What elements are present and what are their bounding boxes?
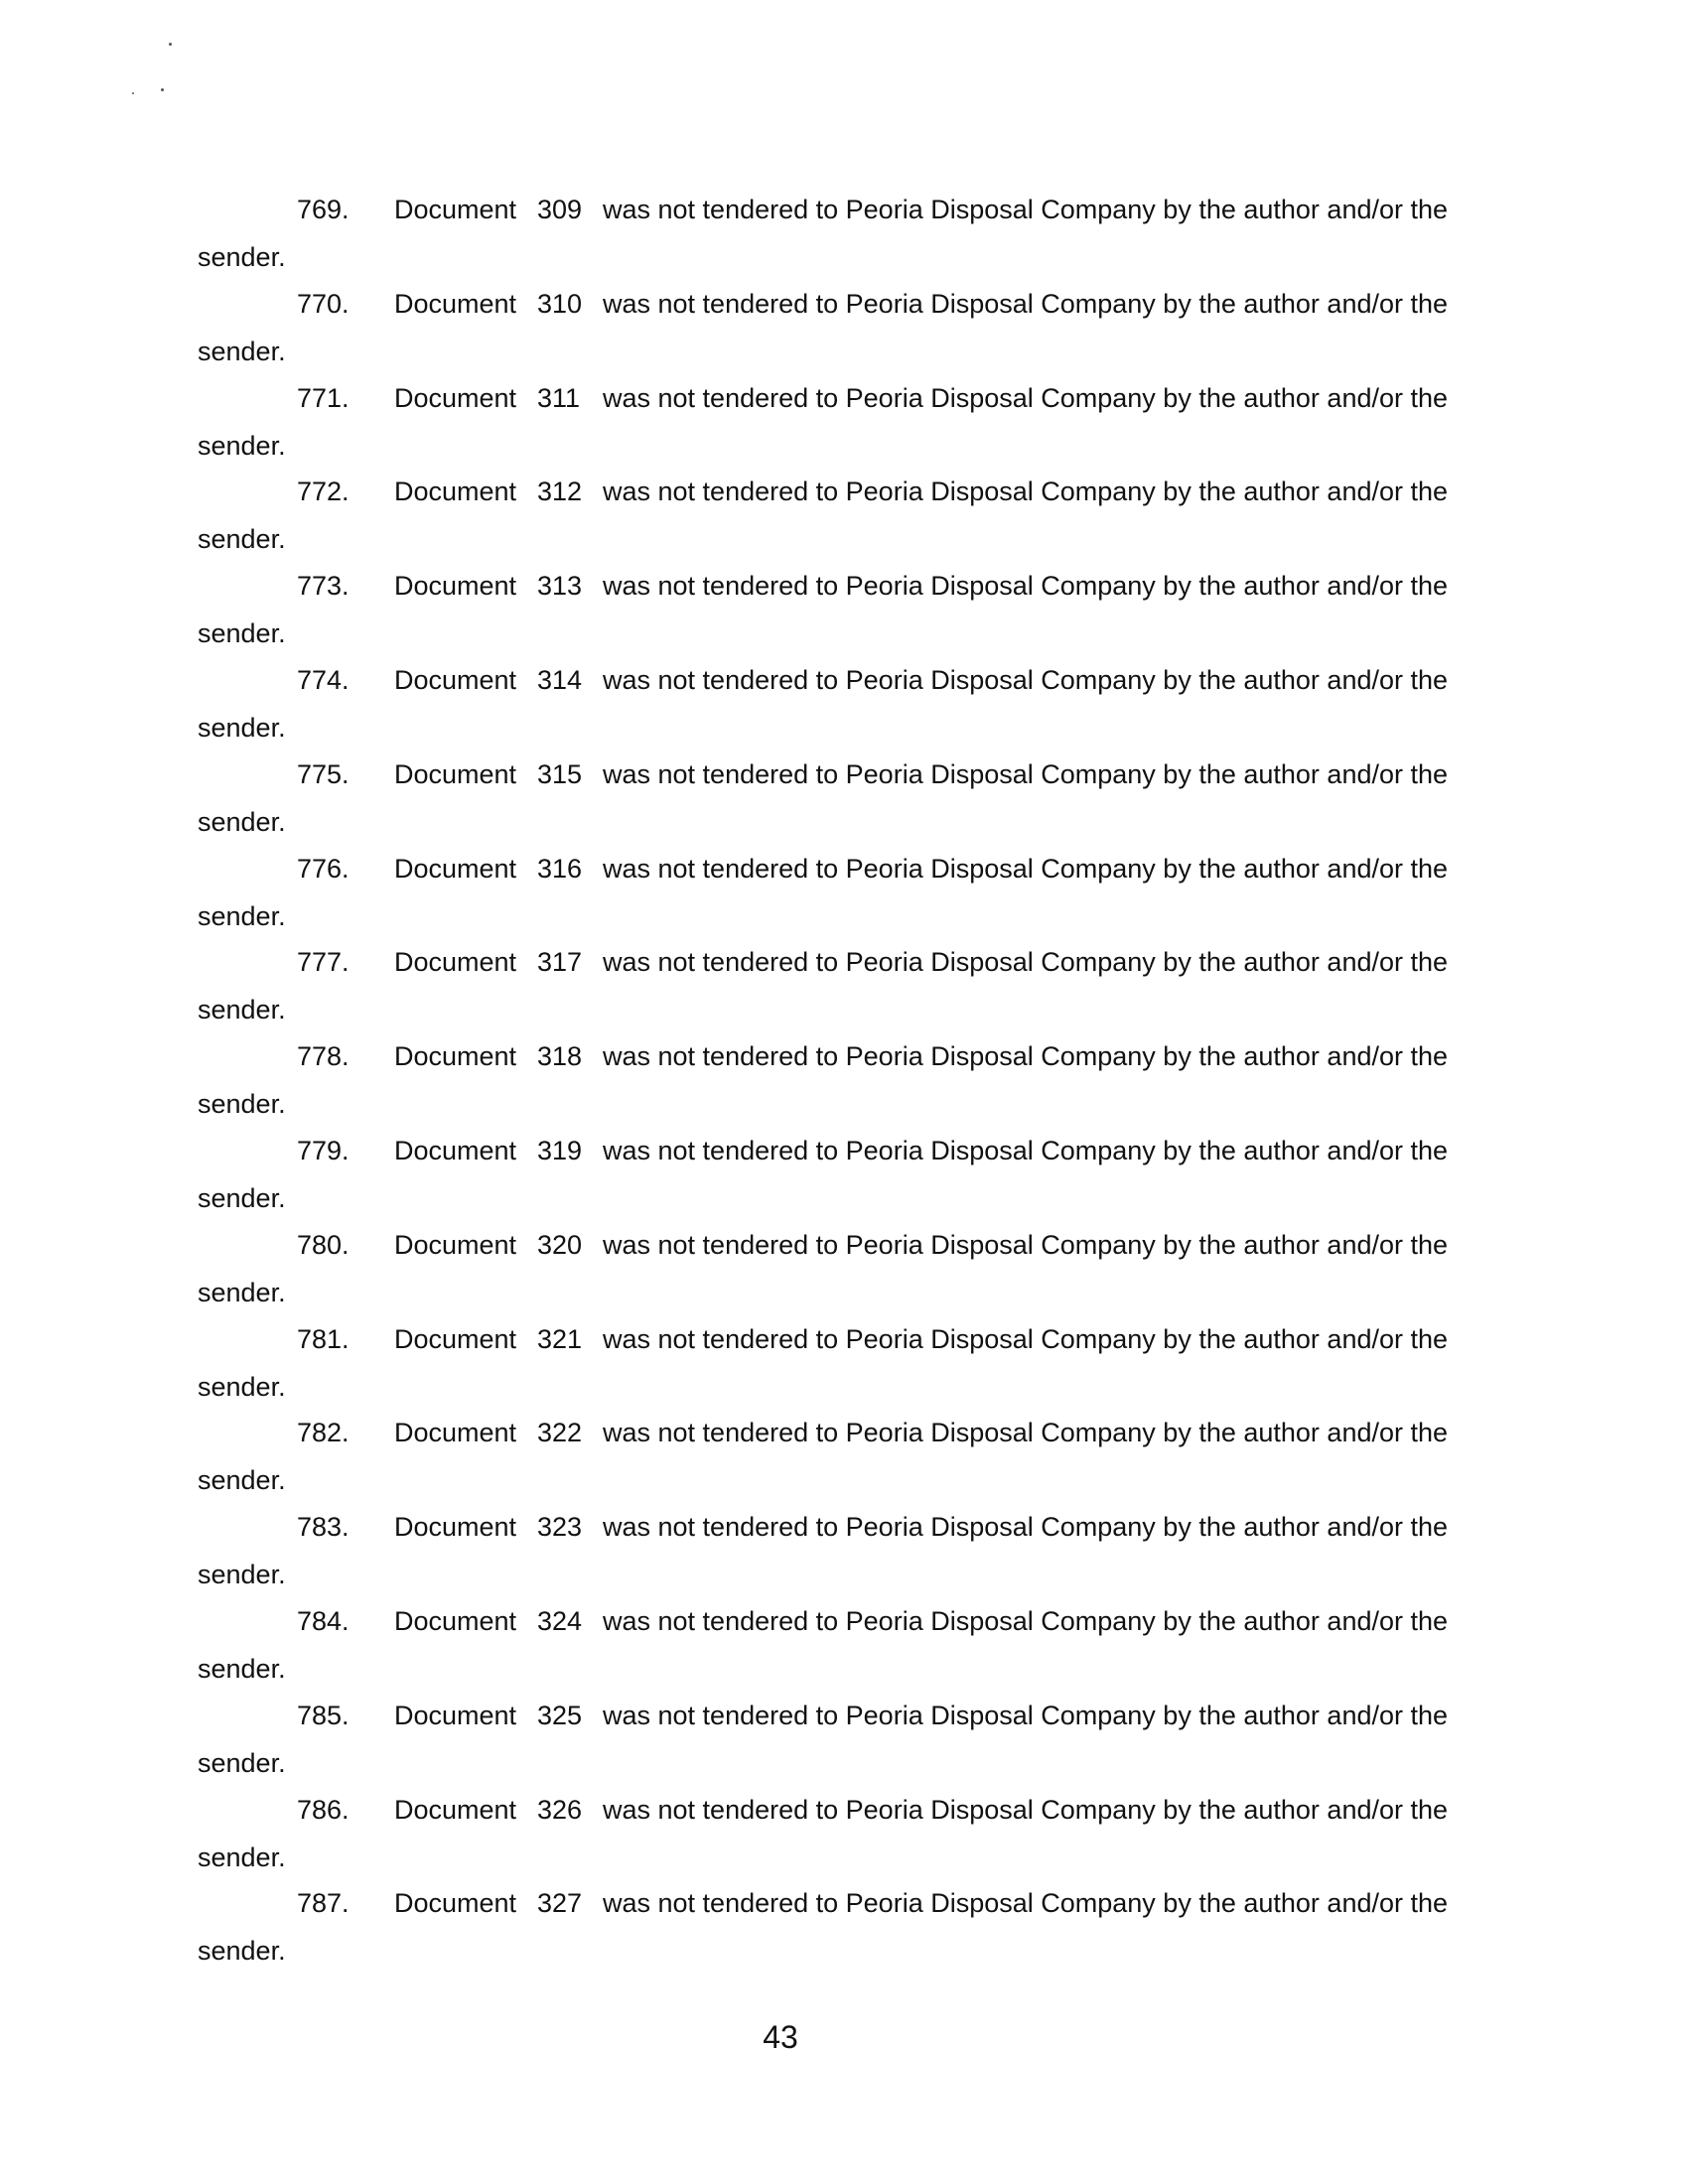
paragraph-continuation: sender. [198, 618, 286, 649]
paragraph-number: 769. [297, 195, 350, 224]
document-label: Document [394, 853, 517, 884]
paragraph-continuation: sender. [198, 995, 286, 1025]
paragraph-continuation: sender. [198, 1747, 286, 1778]
document-number: 321 [537, 1323, 583, 1354]
paragraph-number: 770. [297, 288, 350, 319]
paragraph-continuation: sender. [198, 1653, 286, 1684]
paragraph-text: was not tendered to Peoria Disposal Company by the author and/or the [603, 758, 1449, 789]
numbered-paragraph [0, 289, 1684, 383]
paragraph-continuation: sender. [198, 1936, 286, 1967]
document-number: 326 [537, 1794, 583, 1825]
paragraph-text: was not tendered to Peoria Disposal Company by the author and/or the [603, 571, 1449, 602]
document-label: Document [394, 1418, 517, 1448]
paragraph-continuation: sender. [198, 1842, 286, 1872]
paragraph-number: 773. [297, 571, 350, 602]
numbered-paragraph [0, 1041, 1684, 1136]
document-label: Document [394, 288, 517, 319]
paragraph-continuation: sender. [198, 712, 286, 743]
document-number: 309 [537, 195, 583, 224]
numbered-paragraph [0, 1136, 1684, 1230]
document-label: Document [394, 1323, 517, 1354]
document-number: 312 [537, 477, 583, 507]
numbered-paragraph [0, 195, 1684, 289]
paragraph-number: 774. [297, 664, 350, 695]
document-number: 316 [537, 853, 583, 884]
document-number: 317 [537, 947, 583, 978]
paragraph-text: was not tendered to Peoria Disposal Company by the author and/or the [603, 477, 1449, 507]
paragraph-text: was not tendered to Peoria Disposal Company by the author and/or the [603, 1418, 1449, 1448]
paragraph-continuation: sender. [198, 1371, 286, 1402]
paragraph-text: was not tendered to Peoria Disposal Company by the author and/or the [603, 1888, 1449, 1919]
paragraph-number: 775. [297, 758, 350, 789]
numbered-paragraph [0, 1701, 1684, 1795]
document-label: Document [394, 382, 517, 413]
numbered-paragraph [0, 1230, 1684, 1324]
numbered-paragraph [0, 947, 1684, 1041]
document-label: Document [394, 477, 517, 507]
document-label: Document [394, 1794, 517, 1825]
paragraph-continuation: sender. [198, 1089, 286, 1120]
document-label: Document [394, 947, 517, 978]
paragraph-text: was not tendered to Peoria Disposal Company by the author and/or the [603, 195, 1449, 224]
numbered-paragraph [0, 1606, 1684, 1701]
paragraph-text: was not tendered to Peoria Disposal Company by the author and/or the [603, 1794, 1449, 1825]
document-number: 320 [537, 1229, 583, 1260]
paragraph-continuation: sender. [198, 336, 286, 366]
document-label: Document [394, 1135, 517, 1165]
document-number: 322 [537, 1418, 583, 1448]
document-number: 314 [537, 664, 583, 695]
paragraph-text: was not tendered to Peoria Disposal Company by the author and/or the [603, 1605, 1449, 1636]
paragraph-number: 782. [297, 1418, 350, 1448]
paragraph-text: was not tendered to Peoria Disposal Company by the author and/or the [603, 288, 1449, 319]
paragraph-text: was not tendered to Peoria Disposal Company by the author and/or the [603, 853, 1449, 884]
paragraph-number: 787. [297, 1888, 350, 1919]
document-number: 324 [537, 1605, 583, 1636]
paragraph-number: 784. [297, 1605, 350, 1636]
document-label: Document [394, 571, 517, 602]
paragraph-text: was not tendered to Peoria Disposal Company by the author and/or the [603, 1229, 1449, 1260]
document-label: Document [394, 1605, 517, 1636]
paragraph-text: was not tendered to Peoria Disposal Company by the author and/or the [603, 1041, 1449, 1072]
numbered-paragraph [0, 759, 1684, 854]
document-number: 325 [537, 1700, 583, 1730]
page-number: 43 [763, 2019, 798, 2055]
document-label: Document [394, 664, 517, 695]
scan-speck [161, 88, 164, 91]
paragraph-continuation: sender. [198, 1560, 286, 1590]
numbered-paragraph [0, 1888, 1684, 1982]
numbered-paragraph [0, 1795, 1684, 1889]
numbered-paragraph [0, 1324, 1684, 1419]
paragraph-number: 783. [297, 1512, 350, 1543]
document-number: 323 [537, 1512, 583, 1543]
numbered-paragraph [0, 1418, 1684, 1512]
document-label: Document [394, 1700, 517, 1730]
document-number: 310 [537, 288, 583, 319]
paragraph-continuation: sender. [198, 806, 286, 837]
numbered-paragraph [0, 477, 1684, 571]
document-label: Document [394, 1888, 517, 1919]
numbered-paragraph [0, 854, 1684, 948]
paragraph-number: 786. [297, 1794, 350, 1825]
paragraph-continuation: sender. [198, 900, 286, 931]
paragraph-continuation: sender. [198, 242, 286, 272]
paragraph-continuation: sender. [198, 430, 286, 461]
document-number: 313 [537, 571, 583, 602]
document-number: 315 [537, 758, 583, 789]
document-number: 327 [537, 1888, 583, 1919]
numbered-paragraph [0, 1512, 1684, 1606]
paragraph-continuation: sender. [198, 1182, 286, 1213]
document-number: 311 [537, 382, 581, 413]
document-label: Document [394, 1229, 517, 1260]
paragraph-number: 780. [297, 1229, 350, 1260]
paragraph-number: 778. [297, 1041, 350, 1072]
paragraph-number: 785. [297, 1700, 350, 1730]
paragraph-text: was not tendered to Peoria Disposal Company by the author and/or the [603, 1135, 1449, 1165]
numbered-paragraph [0, 571, 1684, 665]
paragraph-number: 771. [297, 382, 350, 413]
paragraph-list [0, 195, 1684, 1982]
paragraph-text: was not tendered to Peoria Disposal Company by the author and/or the [603, 382, 1449, 413]
numbered-paragraph [0, 383, 1684, 478]
paragraph-number: 781. [297, 1323, 350, 1354]
document-label: Document [394, 195, 517, 224]
scan-speck [132, 92, 134, 94]
paragraph-number: 776. [297, 853, 350, 884]
paragraph-number: 777. [297, 947, 350, 978]
document-label: Document [394, 1041, 517, 1072]
paragraph-number: 772. [297, 477, 350, 507]
paragraph-text: was not tendered to Peoria Disposal Company by the author and/or the [603, 947, 1449, 978]
scan-speck [169, 43, 172, 46]
paragraph-continuation: sender. [198, 1465, 286, 1496]
numbered-paragraph [0, 665, 1684, 759]
paragraph-continuation: sender. [198, 524, 286, 555]
paragraph-text: was not tendered to Peoria Disposal Company by the author and/or the [603, 1512, 1449, 1543]
paragraph-text: was not tendered to Peoria Disposal Company by the author and/or the [603, 1323, 1449, 1354]
document-number: 318 [537, 1041, 583, 1072]
paragraph-text: was not tendered to Peoria Disposal Company by the author and/or the [603, 664, 1449, 695]
document-number: 319 [537, 1135, 583, 1165]
document-label: Document [394, 758, 517, 789]
paragraph-continuation: sender. [198, 1277, 286, 1307]
paragraph-number: 779. [297, 1135, 350, 1165]
document-label: Document [394, 1512, 517, 1543]
paragraph-text: was not tendered to Peoria Disposal Company by the author and/or the [603, 1700, 1449, 1730]
